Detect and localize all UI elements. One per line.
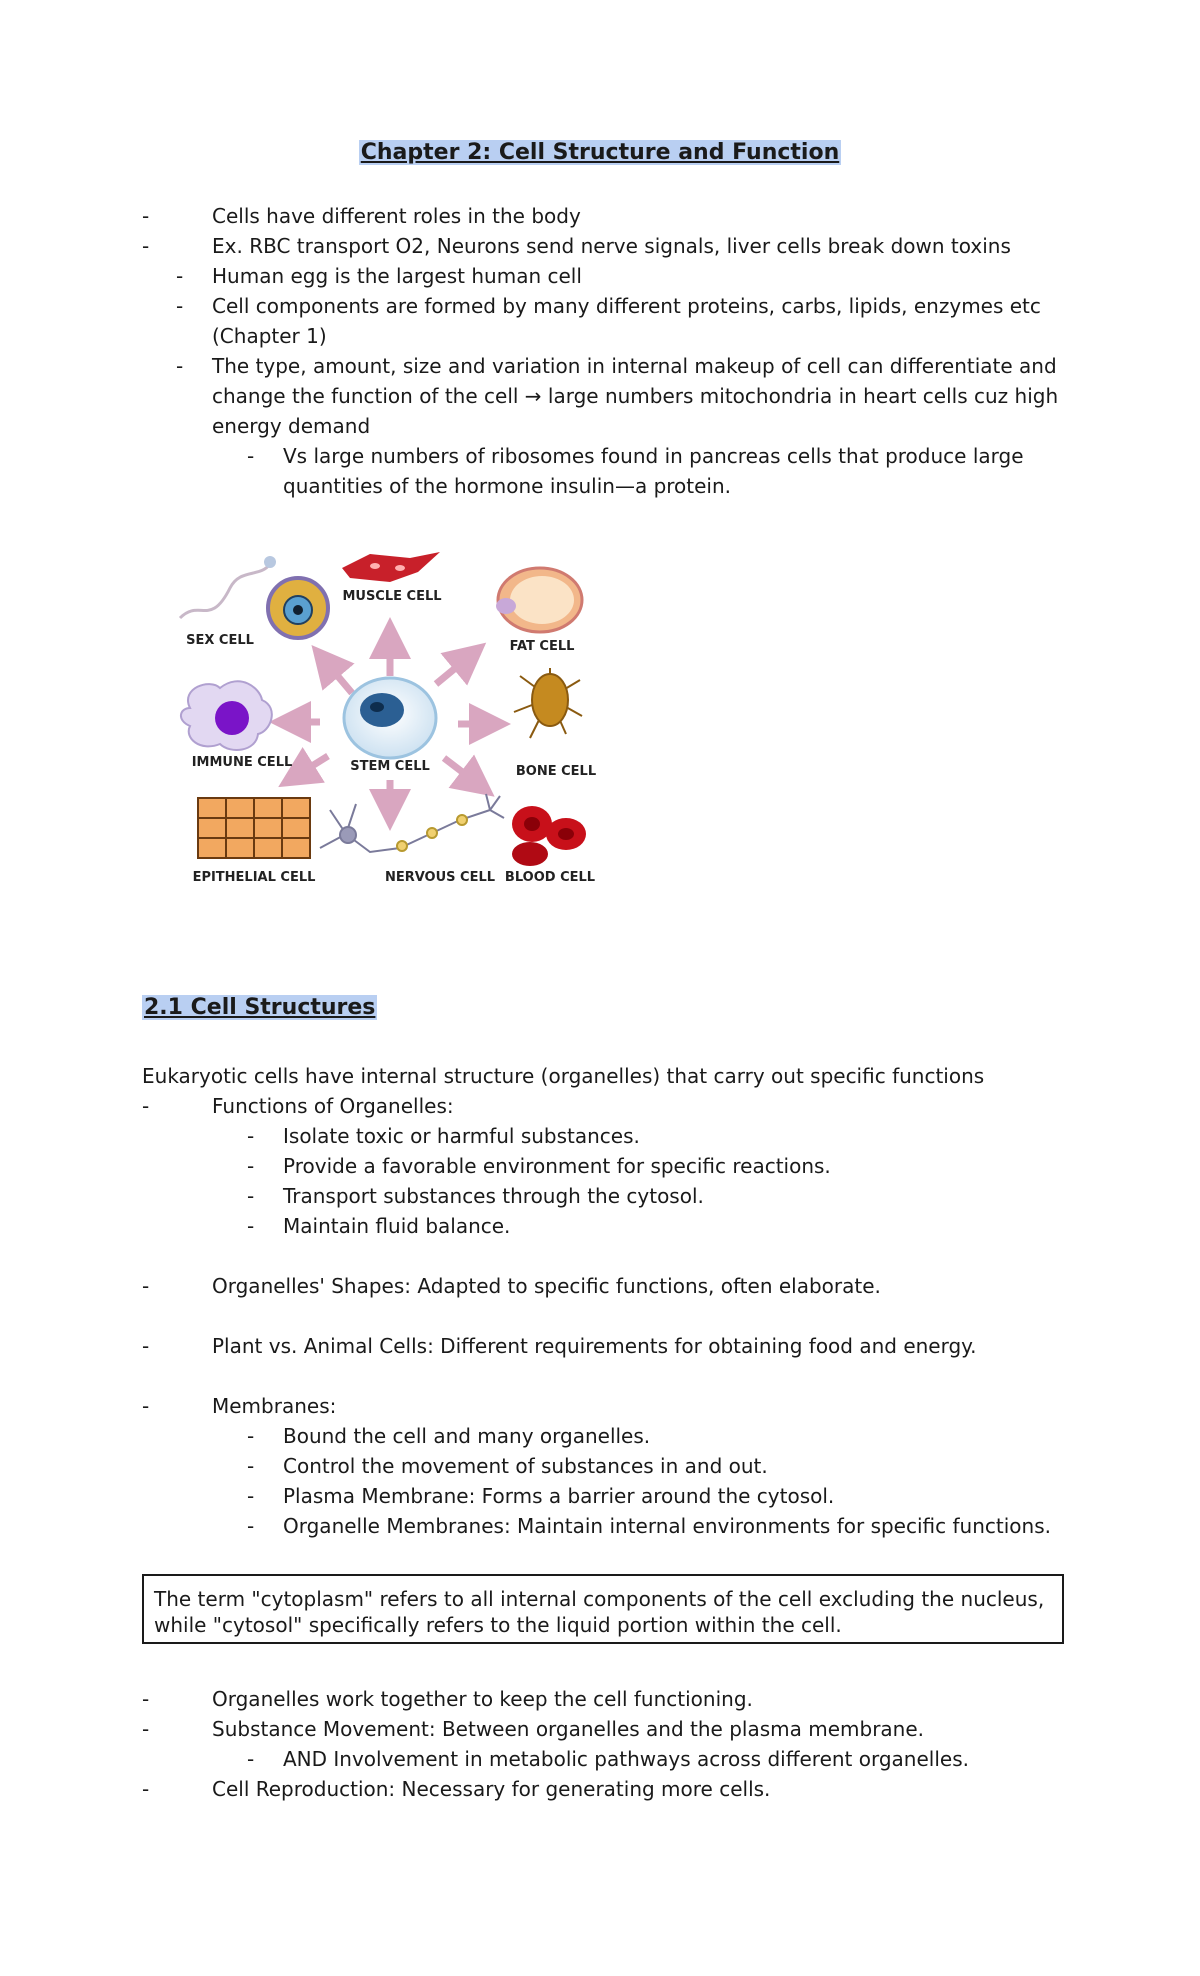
bullet-dash: - [142, 234, 150, 258]
sex-cell-label: SEX CELL [186, 633, 254, 648]
closing-line: AND Involvement in metabolic pathways across different organelles. [283, 1747, 969, 1771]
section-line: Functions of Organelles: [212, 1094, 454, 1118]
bullet-dash: - [247, 1514, 255, 1538]
nervous-cell-icon [320, 794, 504, 852]
bullet-dash: - [142, 1687, 150, 1711]
section-line: Maintain fluid balance. [283, 1214, 511, 1238]
blood-cell-label: BLOOD CELL [504, 870, 596, 885]
intro-line: Ex. RBC transport O2, Neurons send nerve signals, liver cells break down toxins [212, 234, 1011, 258]
section-line: Bound the cell and many organelles. [283, 1424, 651, 1448]
intro-line: change the function of the cell → large numbers mitochondria in heart cells cuz high [212, 384, 1059, 408]
bullet-dash: - [247, 1214, 255, 1238]
section-line: Plasma Membrane: Forms a barrier around the cytosol. [283, 1484, 835, 1508]
bone-cell-icon [514, 668, 582, 738]
immune-cell-icon [181, 681, 272, 750]
section-line: Plant vs. Animal Cells: Different requirements for obtaining food and energy. [212, 1334, 977, 1358]
bullet-dash: - [142, 1717, 150, 1741]
bone-cell-label: BONE CELL [515, 764, 597, 779]
stem-cell-label: STEM CELL [350, 759, 430, 774]
bullet-dash: - [142, 1394, 150, 1418]
bullet-dash: - [247, 444, 255, 468]
section-line: Organelle Membranes: Maintain internal environments for specific functions. [283, 1514, 1051, 1538]
immune-cell-label: IMMUNE CELL [191, 755, 293, 770]
bullet-dash: - [142, 1094, 150, 1118]
section-line: Organelles' Shapes: Adapted to specific functions, often elaborate. [212, 1274, 881, 1298]
intro-line: Human egg is the largest human cell [212, 264, 582, 288]
bullet-dash: - [247, 1454, 255, 1478]
bullet-dash: - [247, 1154, 255, 1178]
box-line: while "cytosol" specifically refers to the liquid portion within the cell. [154, 1613, 842, 1637]
bullet-dash: - [247, 1747, 255, 1771]
intro-line: Vs large numbers of ribosomes found in pancreas cells that produce large [283, 444, 1024, 468]
bullet-dash: - [176, 264, 184, 288]
intro-line: Cell components are formed by many different proteins, carbs, lipids, enzymes etc [212, 294, 1041, 318]
nervous-cell-label: NERVOUS CELL [384, 870, 496, 885]
definition-box [142, 1574, 1064, 1644]
fat-cell-icon [496, 568, 582, 632]
closing-line: Organelles work together to keep the cell functioning. [212, 1687, 753, 1711]
bullet-dash: - [176, 294, 184, 318]
fat-cell-label: FAT CELL [509, 639, 575, 654]
intro-line: quantities of the hormone insulin—a protein. [283, 474, 732, 498]
bullet-dash: - [176, 354, 184, 378]
bullet-dash: - [142, 204, 150, 228]
section-line: Control the movement of substances in and out. [283, 1454, 768, 1478]
closing-line: Cell Reproduction: Necessary for generating more cells. [212, 1777, 771, 1801]
intro-line: (Chapter 1) [212, 324, 327, 348]
bullet-dash: - [247, 1184, 255, 1208]
bullet-dash: - [142, 1334, 150, 1358]
box-line: The term "cytoplasm" refers to all internal components of the cell excluding the nucleus, [154, 1587, 1045, 1611]
epithelial-cell-label: EPITHELIAL CELL [192, 870, 316, 885]
muscle-cell-icon [342, 552, 440, 582]
bullet-dash: - [142, 1777, 150, 1801]
intro-line: The type, amount, size and variation in internal makeup of cell can differentiate and [212, 354, 1057, 378]
section-line: Eukaryotic cells have internal structure (organelles) that carry out specific functions [142, 1064, 985, 1088]
page-title: Chapter 2: Cell Structure and Function [360, 140, 840, 165]
stem-cell-diagram [170, 548, 710, 898]
bullet-dash: - [247, 1484, 255, 1508]
section-line: Membranes: [212, 1394, 337, 1418]
stem-cell-icon [344, 678, 436, 758]
sex-cell-icon [180, 556, 328, 638]
section-heading: 2.1 Cell Structures [144, 995, 376, 1020]
bullet-dash: - [142, 1274, 150, 1298]
intro-line: Cells have different roles in the body [212, 204, 581, 228]
bullet-dash: - [247, 1124, 255, 1148]
epithelial-cell-icon [198, 798, 310, 858]
section-line: Isolate toxic or harmful substances. [283, 1124, 640, 1148]
intro-line: energy demand [212, 414, 371, 438]
closing-line: Substance Movement: Between organelles and the plasma membrane. [212, 1717, 925, 1741]
section-line: Transport substances through the cytosol. [283, 1184, 704, 1208]
bullet-dash: - [247, 1424, 255, 1448]
section-line: Provide a favorable environment for specific reactions. [283, 1154, 831, 1178]
muscle-cell-label: MUSCLE CELL [342, 589, 442, 604]
blood-cell-icon [512, 806, 586, 866]
